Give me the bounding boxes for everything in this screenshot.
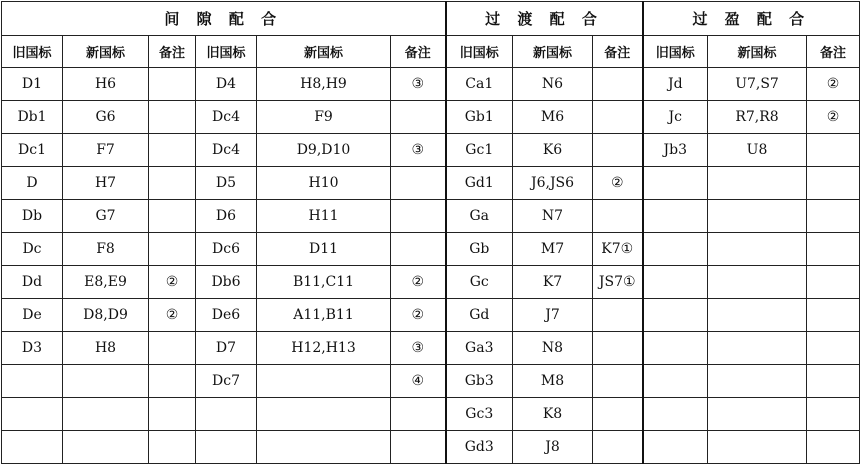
table-row <box>2 431 860 464</box>
cell-old-standard: Gd3 <box>446 431 513 464</box>
cell-new-standard: M7 <box>513 233 593 266</box>
cell-note: ③ <box>391 68 446 101</box>
cell-old-standard: Gb <box>446 233 513 266</box>
cell-note <box>149 167 196 200</box>
cell-old-standard: Jb3 <box>643 134 708 167</box>
table-row <box>2 299 860 332</box>
table-row <box>2 398 860 431</box>
cell-old-standard: De6 <box>196 299 257 332</box>
group-interference-fit: 过 盈 配 合 <box>643 2 860 36</box>
cell-note <box>593 431 643 464</box>
cell-old-standard: D <box>2 167 63 200</box>
cell-note <box>807 134 860 167</box>
cell-new-standard: M8 <box>513 365 593 398</box>
cell-note: ② <box>149 299 196 332</box>
table-row <box>2 365 860 398</box>
cell-old-standard: Gc3 <box>446 398 513 431</box>
cell-new-standard: U7,S7 <box>708 68 807 101</box>
cell-note <box>807 365 860 398</box>
cell-old-standard <box>643 398 708 431</box>
cell-old-standard <box>643 431 708 464</box>
table-row <box>2 266 860 299</box>
cell-new-standard <box>63 398 149 431</box>
col-old-standard: 旧国标 <box>2 36 63 68</box>
cell-new-standard <box>708 167 807 200</box>
cell-old-standard <box>196 431 257 464</box>
cell-note: ④ <box>391 365 446 398</box>
cell-old-standard <box>643 365 708 398</box>
cell-old-standard: D7 <box>196 332 257 365</box>
group-clearance-fit: 间 隙 配 合 <box>2 2 446 36</box>
cell-new-standard: N8 <box>513 332 593 365</box>
cell-note <box>149 431 196 464</box>
cell-old-standard <box>643 233 708 266</box>
cell-old-standard: Dc4 <box>196 101 257 134</box>
col-new-standard: 新国标 <box>257 36 391 68</box>
cell-old-standard: Ca1 <box>446 68 513 101</box>
cell-old-standard: D5 <box>196 167 257 200</box>
cell-old-standard <box>196 398 257 431</box>
cell-new-standard <box>708 266 807 299</box>
cell-old-standard <box>2 365 63 398</box>
cell-note <box>807 167 860 200</box>
table-row <box>2 68 860 101</box>
cell-new-standard: K7 <box>513 266 593 299</box>
cell-old-standard: Db6 <box>196 266 257 299</box>
cell-new-standard: B11,C11 <box>257 266 391 299</box>
cell-old-standard: Dc7 <box>196 365 257 398</box>
cell-new-standard: M6 <box>513 101 593 134</box>
cell-old-standard <box>2 398 63 431</box>
cell-new-standard <box>708 365 807 398</box>
cell-new-standard <box>708 299 807 332</box>
cell-old-standard: De <box>2 299 63 332</box>
cell-note <box>593 134 643 167</box>
cell-note: JS7① <box>593 266 643 299</box>
col-note: 备注 <box>807 36 860 68</box>
cell-note <box>391 431 446 464</box>
cell-new-standard: H7 <box>63 167 149 200</box>
cell-note <box>149 134 196 167</box>
cell-note <box>807 299 860 332</box>
cell-old-standard: Dc4 <box>196 134 257 167</box>
table-row <box>2 167 860 200</box>
cell-note <box>391 398 446 431</box>
cell-note <box>593 101 643 134</box>
cell-new-standard: H6 <box>63 68 149 101</box>
cell-new-standard: J7 <box>513 299 593 332</box>
cell-note: ② <box>391 266 446 299</box>
cell-old-standard: Jd <box>643 68 708 101</box>
cell-old-standard: Gc <box>446 266 513 299</box>
cell-note <box>391 101 446 134</box>
cell-new-standard: H12,H13 <box>257 332 391 365</box>
cell-old-standard: D4 <box>196 68 257 101</box>
cell-old-standard: Dc6 <box>196 233 257 266</box>
cell-new-standard: A11,B11 <box>257 299 391 332</box>
cell-old-standard: Dd <box>2 266 63 299</box>
cell-old-standard: Gd1 <box>446 167 513 200</box>
cell-new-standard: J8 <box>513 431 593 464</box>
cell-new-standard: N7 <box>513 200 593 233</box>
cell-new-standard <box>257 431 391 464</box>
cell-new-standard: F7 <box>63 134 149 167</box>
group-header-row <box>2 2 860 36</box>
cell-note <box>391 233 446 266</box>
cell-note <box>149 332 196 365</box>
cell-note <box>149 68 196 101</box>
cell-old-standard: Dc1 <box>2 134 63 167</box>
cell-note <box>593 299 643 332</box>
group-transition-fit: 过 渡 配 合 <box>446 2 643 36</box>
cell-new-standard <box>708 200 807 233</box>
cell-note <box>807 266 860 299</box>
cell-new-standard: R7,R8 <box>708 101 807 134</box>
cell-old-standard <box>2 431 63 464</box>
table-row <box>2 101 860 134</box>
cell-note <box>593 200 643 233</box>
cell-old-standard <box>643 332 708 365</box>
cell-note <box>149 200 196 233</box>
cell-note <box>391 167 446 200</box>
cell-note <box>807 233 860 266</box>
cell-new-standard: F8 <box>63 233 149 266</box>
cell-new-standard: E8,E9 <box>63 266 149 299</box>
cell-note <box>807 431 860 464</box>
cell-old-standard: Gb3 <box>446 365 513 398</box>
table-row <box>2 134 860 167</box>
col-old-standard: 旧国标 <box>643 36 708 68</box>
cell-new-standard <box>708 233 807 266</box>
cell-old-standard: Gb1 <box>446 101 513 134</box>
cell-new-standard <box>63 431 149 464</box>
cell-note <box>149 233 196 266</box>
col-note: 备注 <box>149 36 196 68</box>
cell-new-standard <box>708 398 807 431</box>
cell-note: ③ <box>391 332 446 365</box>
cell-old-standard: Gc1 <box>446 134 513 167</box>
cell-note: ③ <box>391 134 446 167</box>
cell-new-standard: J6,JS6 <box>513 167 593 200</box>
cell-new-standard: D8,D9 <box>63 299 149 332</box>
cell-note: ② <box>149 266 196 299</box>
cell-note <box>593 332 643 365</box>
cell-new-standard: D11 <box>257 233 391 266</box>
cell-note <box>149 398 196 431</box>
cell-note: ② <box>807 101 860 134</box>
cell-new-standard: U8 <box>708 134 807 167</box>
cell-old-standard: Ga3 <box>446 332 513 365</box>
cell-new-standard <box>708 332 807 365</box>
cell-note <box>593 68 643 101</box>
cell-new-standard: H10 <box>257 167 391 200</box>
col-new-standard: 新国标 <box>708 36 807 68</box>
col-new-standard: 新国标 <box>63 36 149 68</box>
cell-new-standard: G6 <box>63 101 149 134</box>
col-new-standard: 新国标 <box>513 36 593 68</box>
cell-new-standard: G7 <box>63 200 149 233</box>
cell-note <box>807 332 860 365</box>
cell-new-standard <box>63 365 149 398</box>
cell-old-standard <box>643 299 708 332</box>
cell-note: ② <box>593 167 643 200</box>
table-row <box>2 233 860 266</box>
cell-note <box>593 398 643 431</box>
table-row <box>2 332 860 365</box>
cell-new-standard: N6 <box>513 68 593 101</box>
cell-new-standard <box>708 431 807 464</box>
cell-new-standard: K6 <box>513 134 593 167</box>
cell-new-standard: D9,D10 <box>257 134 391 167</box>
table-row <box>2 200 860 233</box>
cell-old-standard: D3 <box>2 332 63 365</box>
cell-old-standard: Db <box>2 200 63 233</box>
cell-old-standard: Ga <box>446 200 513 233</box>
col-old-standard: 旧国标 <box>446 36 513 68</box>
col-old-standard: 旧国标 <box>196 36 257 68</box>
column-header-row <box>2 36 860 68</box>
cell-note <box>391 200 446 233</box>
cell-old-standard: Db1 <box>2 101 63 134</box>
col-note: 备注 <box>391 36 446 68</box>
cell-old-standard: D1 <box>2 68 63 101</box>
cell-new-standard: H8,H9 <box>257 68 391 101</box>
cell-new-standard: K8 <box>513 398 593 431</box>
cell-note <box>149 365 196 398</box>
cell-old-standard: Dc <box>2 233 63 266</box>
table-body <box>2 68 860 464</box>
cell-note: K7① <box>593 233 643 266</box>
cell-note: ② <box>807 68 860 101</box>
cell-old-standard <box>643 266 708 299</box>
cell-old-standard <box>643 200 708 233</box>
cell-new-standard <box>257 365 391 398</box>
cell-note <box>807 398 860 431</box>
cell-new-standard <box>257 398 391 431</box>
cell-new-standard: F9 <box>257 101 391 134</box>
cell-note <box>807 200 860 233</box>
cell-old-standard: D6 <box>196 200 257 233</box>
cell-note: ② <box>391 299 446 332</box>
cell-old-standard: Gd <box>446 299 513 332</box>
cell-note <box>149 101 196 134</box>
col-note: 备注 <box>593 36 643 68</box>
fit-comparison-table <box>1 1 860 464</box>
cell-old-standard: Jc <box>643 101 708 134</box>
cell-note <box>593 365 643 398</box>
cell-new-standard: H8 <box>63 332 149 365</box>
cell-new-standard: H11 <box>257 200 391 233</box>
cell-old-standard <box>643 167 708 200</box>
